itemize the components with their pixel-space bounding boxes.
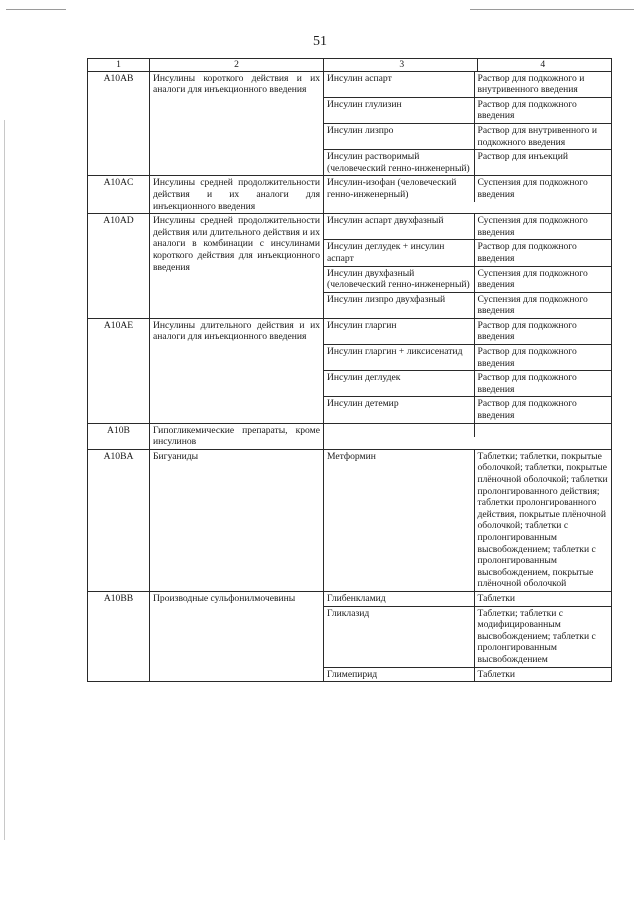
drug-row	[324, 345, 611, 371]
drug-name: Инсулин детемир	[324, 397, 474, 423]
dosage-form: Раствор для подкожного введения	[474, 371, 611, 397]
drug-name: Инсулин деглудек	[324, 371, 474, 397]
dosage-form: Раствор для подкожного и внутривенного введения	[474, 72, 611, 98]
atc-code: A10BB	[88, 591, 150, 681]
drug-row	[324, 424, 611, 438]
drug-name: Инсулин гларгин + ликсисенатид	[324, 345, 474, 371]
atc-code: A10AE	[88, 318, 150, 423]
drug-name: Глимепирид	[324, 667, 474, 681]
drug-name: Инсулин лизпро	[324, 123, 474, 149]
drug-row	[324, 371, 611, 397]
group-name: Инсулины короткого действия и их аналоги для инъекционного введения	[150, 71, 324, 176]
drug-row	[324, 176, 611, 201]
group-name: Инсулины средней продолжительности действия или длительного действия и их аналоги в комбинации с инсулинами короткого действия для инъекционного введения	[150, 214, 324, 319]
header-col-3: 3	[327, 59, 477, 71]
dosage-form: Таблетки	[477, 668, 516, 680]
dosage-form: Суспензия для подкожного введения	[474, 214, 611, 240]
drug-row	[324, 240, 611, 266]
drug-row	[324, 123, 611, 149]
drug-name: Инсулин аспарт двухфазный	[324, 214, 474, 240]
header-col-1: 1	[88, 59, 150, 72]
drug-row	[324, 606, 611, 667]
drug-list	[324, 72, 611, 176]
drug-name: Инсулин двухфазный (человеческий генно-инженерный)	[324, 266, 474, 292]
atc-code: A10AD	[88, 214, 150, 319]
drug-name: Глибенкламид	[324, 592, 474, 606]
atc-code: A10B	[88, 423, 150, 449]
table-row	[88, 71, 612, 176]
drug-name: Инсулин гларгин	[324, 319, 474, 345]
group-name: Инсулины средней продолжительности действия и их аналоги для инъекционного введения	[150, 176, 324, 214]
group-name: Гипогликемические препараты, кроме инсулинов	[150, 423, 324, 449]
table-header-row	[88, 59, 612, 72]
drug-row	[324, 450, 611, 591]
drug-name: Инсулин-изофан (человеческий генно-инженерный)	[324, 176, 474, 201]
table-row	[88, 318, 612, 423]
header-col-4: 4	[540, 59, 546, 70]
atc-code: A10AC	[88, 176, 150, 214]
group-name: Инсулины длительного действия и их аналоги для инъекционного введения	[150, 318, 324, 423]
dosage-form: Таблетки; таблетки, покрытые оболочкой; таблетки, покрытые плёночной оболочкой; таблетки пролонгированного действия; таблетки пролонгированного действия, покрытые плёночной оболочкой; таблетки с пролонгированным высвобождением; таблетки с пролонгированным высвобождением, покрытые плёночной оболочкой	[477, 450, 608, 590]
drug-row	[324, 592, 611, 606]
drug-row	[324, 72, 611, 98]
drug-table	[87, 58, 612, 682]
scan-edge-top-left	[6, 9, 66, 10]
drug-list-cell	[324, 449, 612, 591]
drug-list	[324, 424, 611, 438]
drug-list	[324, 214, 611, 318]
table-body	[88, 71, 612, 682]
drug-name: Инсулин деглудек + инсулин аспарт	[324, 240, 474, 266]
dosage-form: Суспензия для подкожного введения	[477, 293, 588, 317]
dosage-form: Таблетки	[474, 592, 611, 606]
dosage-form: Суспензия для подкожного введения	[474, 266, 611, 292]
scan-edge-top-right	[470, 9, 634, 10]
table-row	[88, 176, 612, 214]
page-number: 51	[313, 34, 327, 49]
drug-row	[324, 266, 611, 292]
drug-name: Инсулин аспарт	[324, 72, 474, 98]
drug-name	[324, 424, 474, 438]
scan-edge-left	[4, 120, 5, 840]
atc-code: A10AB	[88, 71, 150, 176]
drug-list-cell	[324, 423, 612, 449]
dosage-form: Таблетки; таблетки с модифицированным высвобождением; таблетки с пролонгированным высвобождением	[474, 606, 611, 667]
group-name: Бигуаниды	[150, 449, 324, 591]
dosage-form: Раствор для инъекций	[477, 151, 569, 163]
table-row	[88, 423, 612, 449]
drug-row	[324, 319, 611, 345]
dosage-form: Раствор для подкожного введения	[477, 398, 577, 422]
drug-list	[324, 176, 611, 201]
drug-row	[324, 667, 611, 681]
drug-name: Инсулин глулизин	[324, 97, 474, 123]
table-row	[88, 591, 612, 681]
drug-row	[324, 214, 611, 240]
dosage-form: Раствор для подкожного введения	[474, 240, 611, 266]
drug-row	[324, 97, 611, 123]
header-col-2: 2	[150, 59, 324, 72]
atc-code: A10BA	[88, 449, 150, 591]
drug-list-cell	[324, 318, 612, 423]
drug-row	[324, 397, 611, 423]
drug-list-cell	[324, 176, 612, 214]
drug-list-cell	[324, 591, 612, 681]
drug-row	[324, 150, 611, 176]
dosage-form: Раствор для подкожного введения	[474, 345, 611, 371]
dosage-form: Раствор для подкожного введения	[474, 319, 611, 345]
dosage-form: Суспензия для подкожного введения	[477, 177, 588, 200]
drug-list-cell	[324, 214, 612, 319]
header-col-3-4	[324, 59, 612, 72]
drug-row	[324, 292, 611, 318]
drug-name: Инсулин растворимый (человеческий генно-инженерный)	[324, 150, 474, 176]
drug-name: Гликлазид	[324, 606, 474, 667]
table-row	[88, 214, 612, 319]
group-name: Производные сульфонилмочевины	[150, 591, 324, 681]
drug-name: Инсулин лизпро двухфазный	[324, 292, 474, 318]
dosage-form	[474, 424, 611, 438]
dosage-form: Раствор для внутривенного и подкожного введения	[474, 123, 611, 149]
table-row	[88, 449, 612, 591]
drug-list	[324, 450, 611, 591]
drug-list	[324, 319, 611, 423]
drug-list	[324, 592, 611, 681]
drug-list-cell	[324, 71, 612, 176]
drug-name: Метформин	[324, 450, 474, 591]
dosage-form: Раствор для подкожного введения	[474, 97, 611, 123]
